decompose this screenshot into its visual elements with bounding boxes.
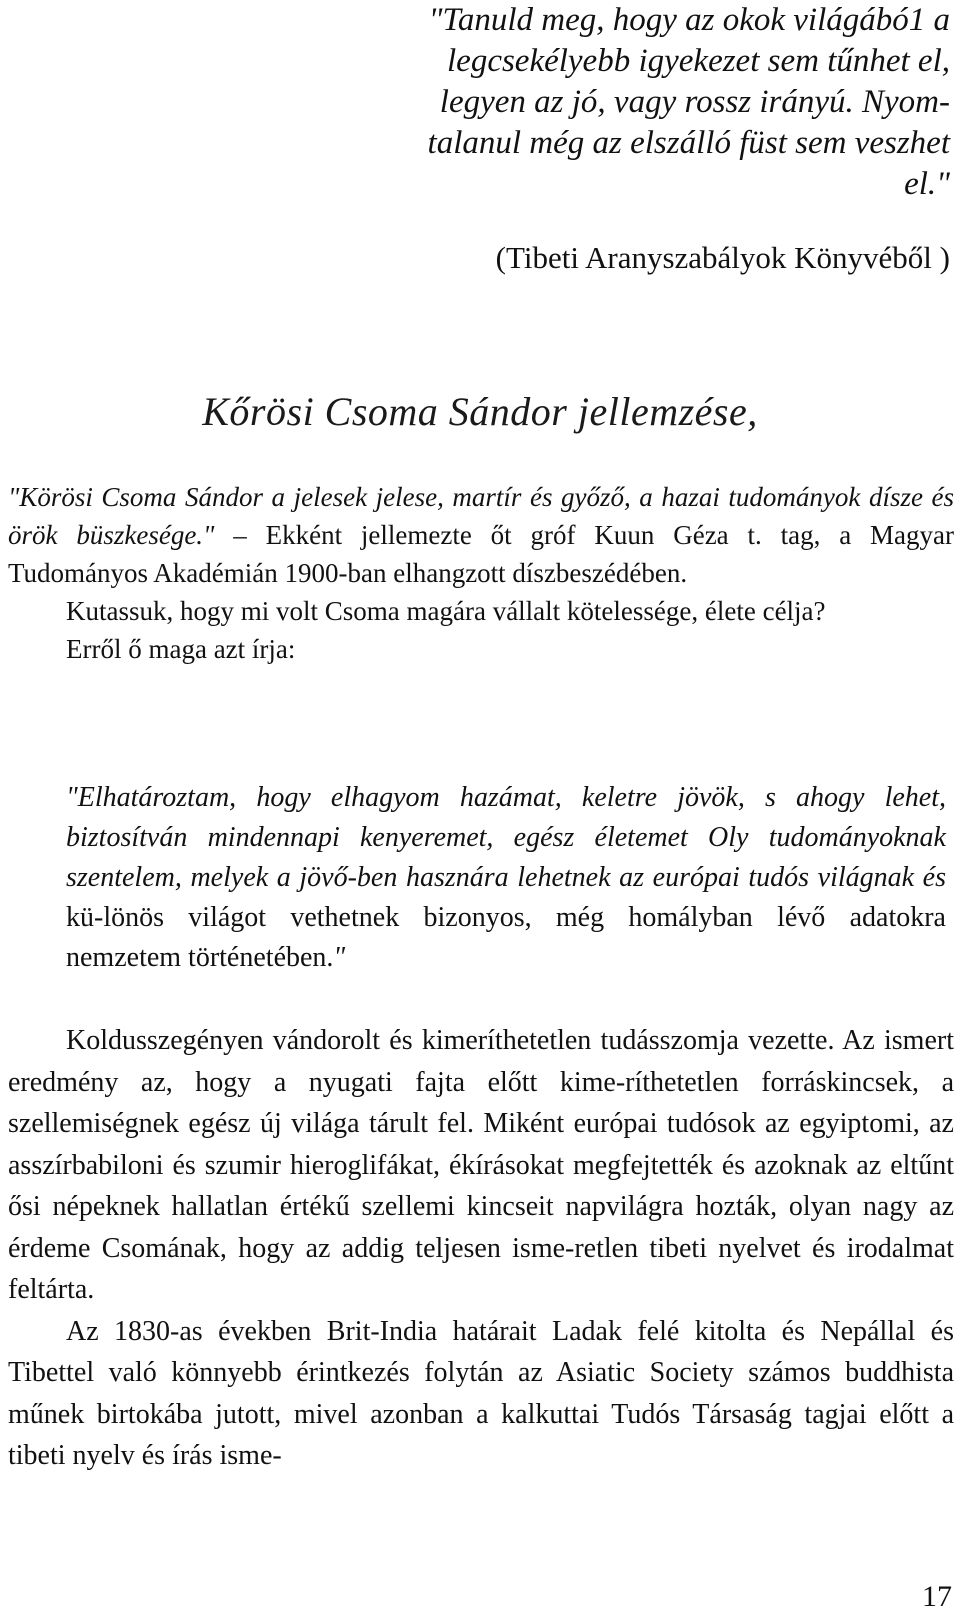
motto-line: "Tanuld meg, hogy az okok világábó1 a: [428, 2, 950, 38]
quote-italic-text: "Elhatároztam, hogy elhagyom hazámat, keletre jövök, s ahogy lehet, biztosítván mindennapi kenyeremet, egész életemet Oly tudományoknak szentelem, melyek a jövő-ben hasznára lehetnek az európai tudós világnak és: [66, 782, 946, 893]
motto-source: (Tibeti Aranyszabályok Könyvéből ): [495, 240, 950, 275]
intro-attribution: – Ekként jellemezte őt gróf Kuun Géza t. tag, a Magyar Tudományos Akadémián 1900-ban elhangzott díszbeszédében.: [8, 520, 954, 588]
intro-section: [8, 478, 954, 668]
quote-paragraph: [66, 778, 946, 978]
body-paragraph: Koldusszegényen vándorolt és kimeríthetetlen tudásszomja vezette. Az ismert eredmény az, hogy a nyugati fajta előtt kime-ríthetetlen forráskincsek, a szellemiségnek egész új világa tárult fel. Miként európai tudósok az egyiptomi, az asszírbabiloni és szumir hieroglifákat, ékírásokat megfejtették és azoknak az eltűnt ősi népeknek hallatlan értékű szellemi kincseit napvilágra hozták, olyan nagy az érdeme Csomának, hogy az addig teljesen isme-retlen tibeti nyelvet és irodalmat feltárta.: [8, 1025, 954, 1305]
main-text: [8, 1020, 954, 1477]
motto-quote: [360, 0, 950, 205]
chapter-heading: Kőrösi Csoma Sándor jellemzése,: [202, 389, 758, 434]
quote-plain-text: kü-lönös világot vethetnek bizonyos, még homályban lévő adatokra nemzetem történetében.: [66, 902, 946, 973]
motto-line: legcsekélyebb igyekezet sem tűnhet el,: [447, 43, 950, 79]
csoma-quote: [66, 778, 946, 978]
intro-lead: Erről ő maga azt írja:: [66, 634, 296, 664]
motto-line: talanul még az elszálló füst sem veszhet: [427, 125, 950, 161]
intro-question: Kutassuk, hogy mi volt Csoma magára vállalt kötelessége, élete célja?: [66, 596, 826, 626]
intro-paragraph: [8, 478, 954, 592]
body-paragraph: Az 1830-as években Brit-India határait Ladak felé kitolta és Nepállal és Tibettel való könnyebb érintkezés folytán az Asiatic Society számos buddhista műnek birtokába jutott, mivel azonban a kalkuttai Tudós Társaság tagjai előtt a tibeti nyelv és írás isme-: [8, 1315, 954, 1471]
page-number: 17: [922, 1580, 952, 1613]
quote-closing: ": [333, 942, 346, 973]
intro-quote: "Körösi Csoma Sándor a jelesek jelese, martír és győző, a hazai tudományok dísze és örök büszkesége.": [8, 482, 954, 550]
motto-line: legyen az jó, vagy rossz irányú. Nyom-: [439, 84, 950, 120]
motto-line: el.": [904, 166, 950, 202]
